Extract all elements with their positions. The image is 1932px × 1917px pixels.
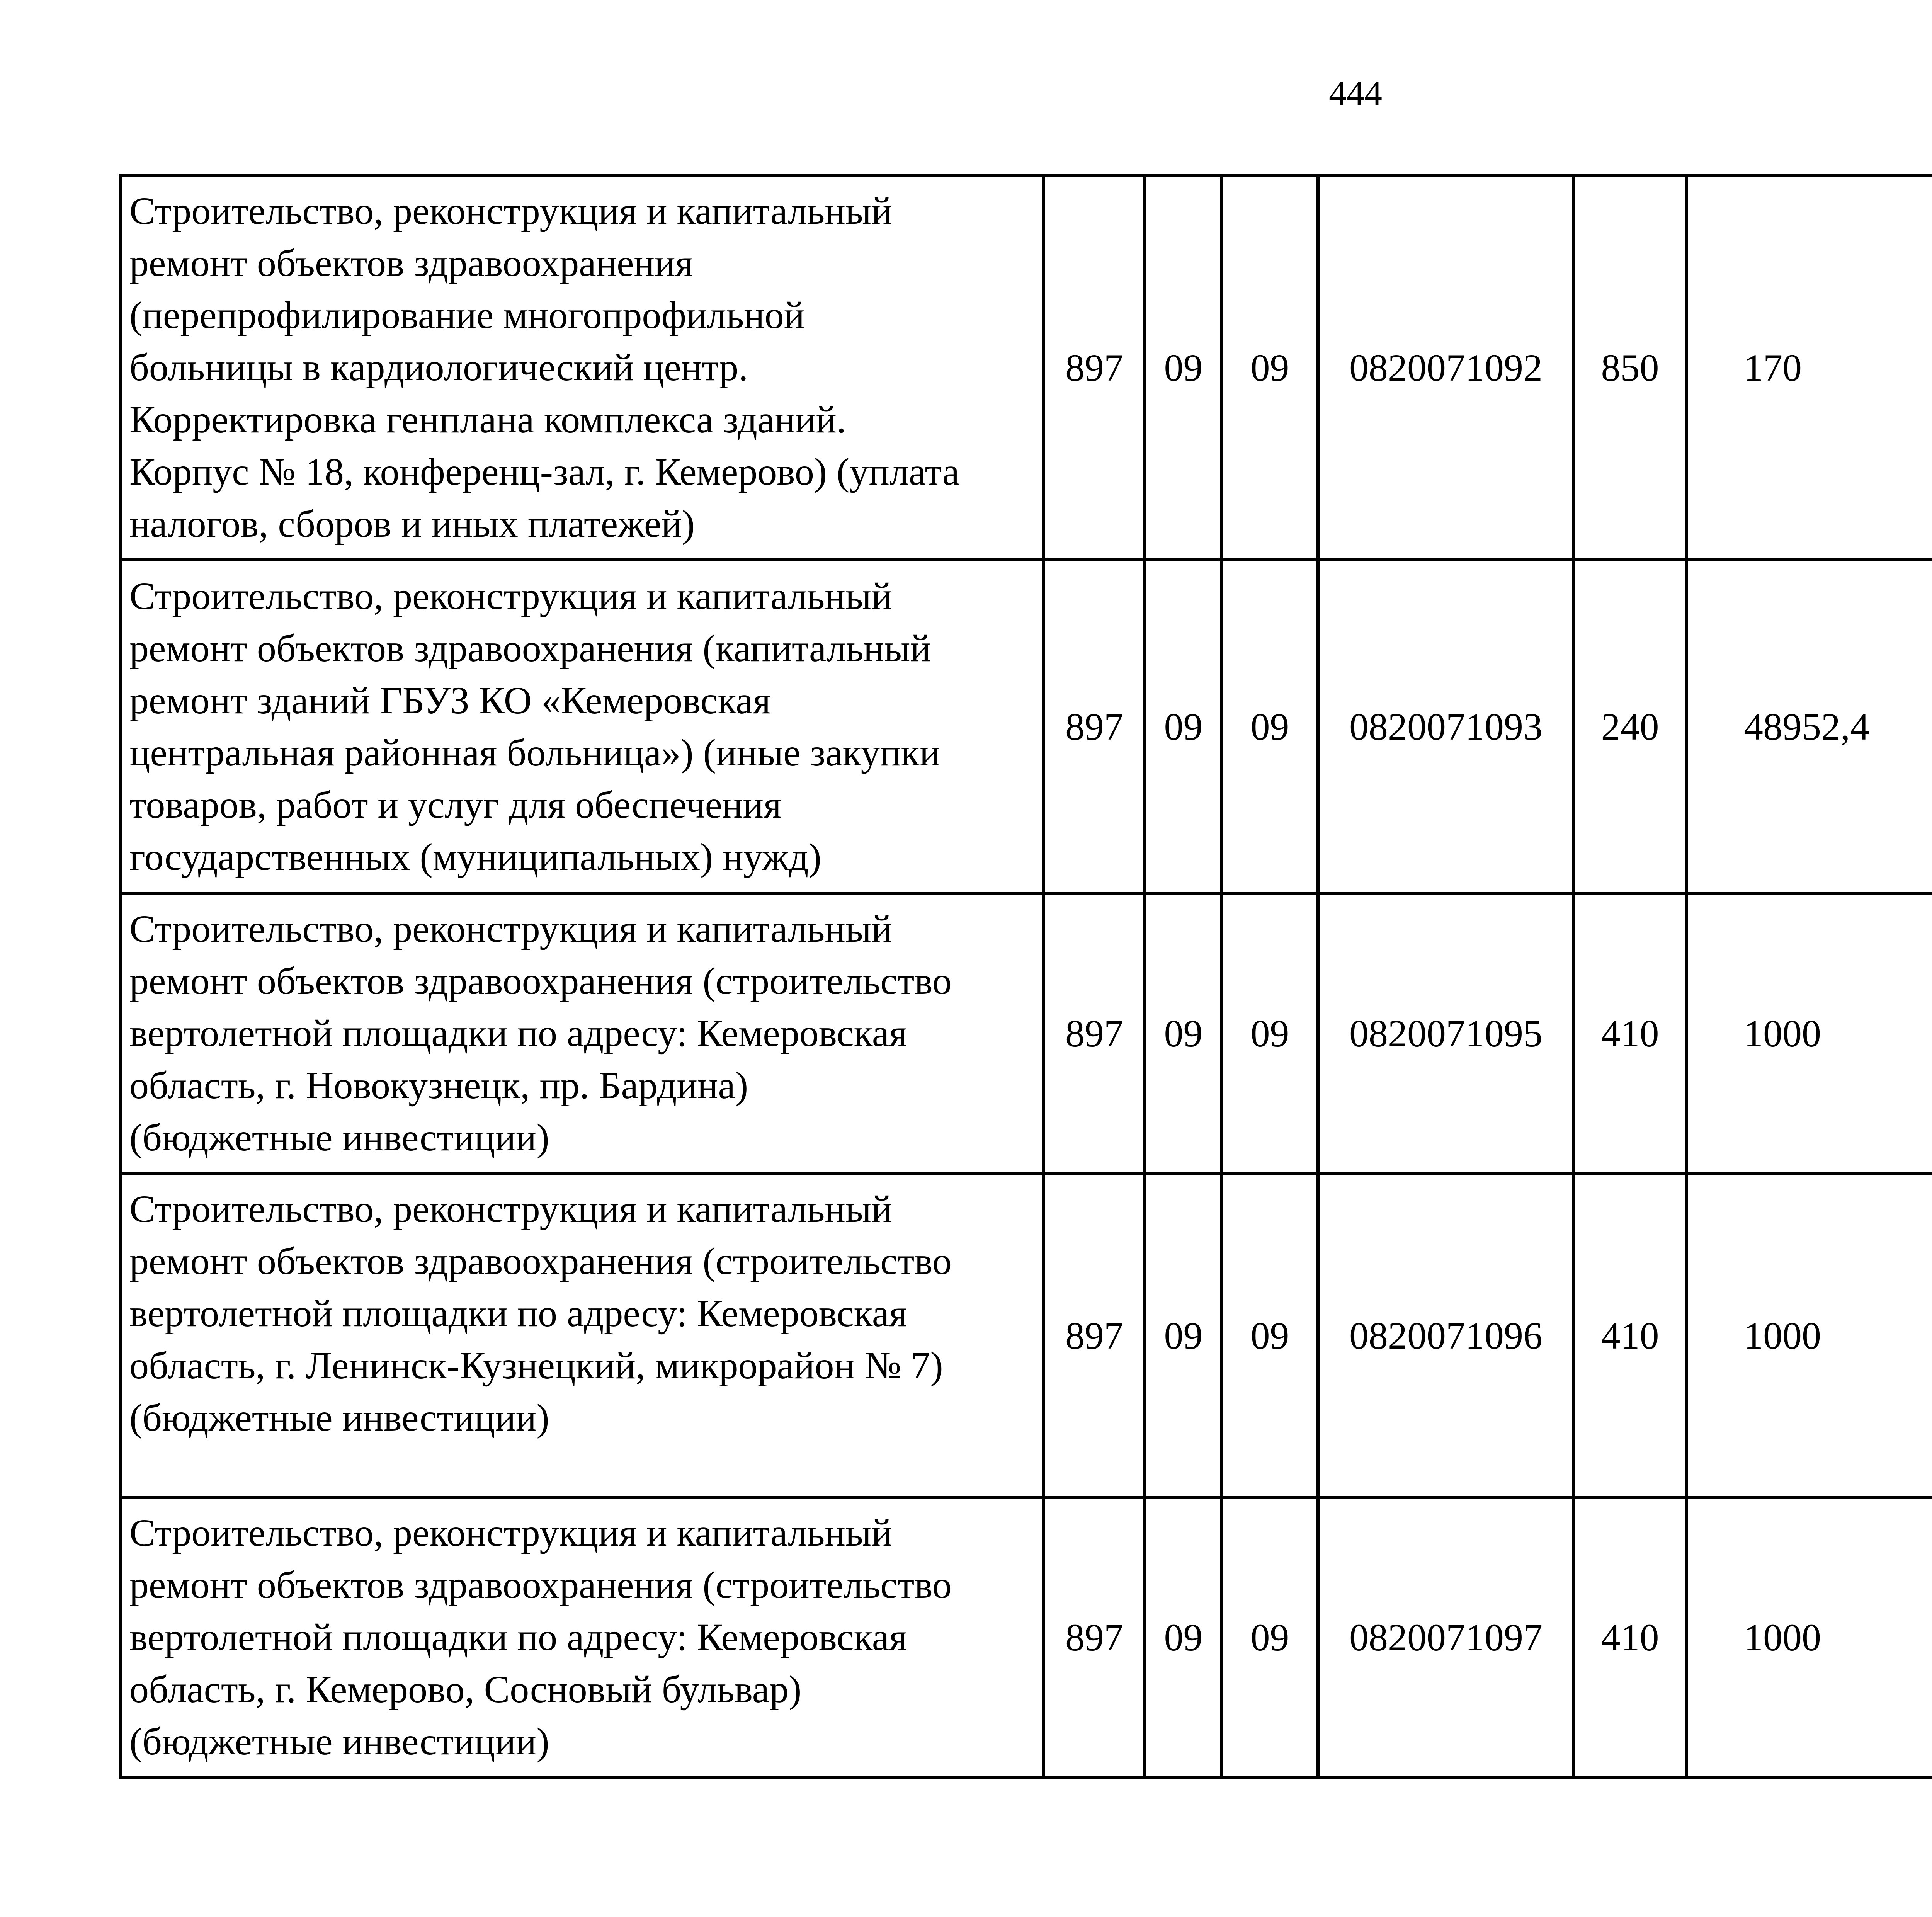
item-name-line: Строительство, реконструкция и капитальный [129, 1187, 892, 1230]
expense-type-cell: 850 [1574, 175, 1686, 560]
ministry-code-cell: 897 [1044, 1497, 1145, 1778]
item-name-line: область, г. Ленинск-Кузнецкий, микрорайон № 7) [129, 1344, 943, 1387]
item-name-line: ремонт объектов здравоохранения (капитальный [129, 626, 931, 670]
page-number: 444 [1329, 73, 1382, 113]
item-name-line: область, г. Новокузнецк, пр. Бардина) [129, 1064, 748, 1107]
target-article-cell: 0820071092 [1318, 175, 1574, 560]
expense-type-cell: 240 [1574, 560, 1686, 893]
item-name-line: Строительство, реконструкция и капитальный [129, 1511, 892, 1554]
item-name-line: Строительство, реконструкция и капитальный [129, 907, 892, 950]
section-code-cell: 09 [1145, 1174, 1222, 1497]
item-name-line: (бюджетные инвестиции) [129, 1396, 549, 1439]
section-code-cell: 09 [1145, 175, 1222, 560]
item-name-line: (бюджетные инвестиции) [129, 1116, 549, 1159]
item-name-line: налогов, сборов и иных платежей) [129, 502, 695, 545]
item-name-line: товаров, работ и услуг для обеспечения [129, 783, 782, 826]
item-name-cell [121, 1174, 1044, 1497]
section-code-cell: 09 [1145, 1497, 1222, 1778]
target-article-cell: 0820071096 [1318, 1174, 1574, 1497]
item-name-line: больницы в кардиологический центр. [129, 346, 748, 389]
item-name-cell [121, 560, 1044, 893]
item-name-line: Корректировка генплана комплекса зданий. [129, 398, 846, 441]
item-name-cell [121, 175, 1044, 560]
expense-type-cell: 410 [1574, 1497, 1686, 1778]
item-name-line: (перепрофилирование многопрофильной [129, 294, 805, 337]
expense-type-cell: 410 [1574, 893, 1686, 1174]
section-code-cell: 09 [1145, 560, 1222, 893]
item-name-line: Строительство, реконструкция и капитальный [129, 574, 892, 617]
item-name-line: ремонт объектов здравоохранения [129, 242, 693, 284]
table-row [121, 1497, 1932, 1778]
item-name-cell [121, 893, 1044, 1174]
section-code-cell: 09 [1145, 893, 1222, 1174]
subsection-code-cell: 09 [1222, 1497, 1318, 1778]
item-name-line: ремонт объектов здравоохранения (строительство [129, 1563, 952, 1606]
budget-table [119, 174, 1932, 1779]
target-article-cell: 0820071093 [1318, 560, 1574, 893]
ministry-code-cell: 897 [1044, 175, 1145, 560]
table-row [121, 175, 1932, 560]
item-name-line: Строительство, реконструкция и капитальный [129, 189, 892, 232]
item-name-line: ремонт объектов здравоохранения (строительство [129, 1240, 952, 1283]
item-name-line: область, г. Кемерово, Сосновый бульвар) [129, 1668, 802, 1711]
target-article-cell: 0820071097 [1318, 1497, 1574, 1778]
item-name-line: ремонт зданий ГБУЗ КО «Кемеровская [129, 679, 771, 722]
subsection-code-cell: 09 [1222, 175, 1318, 560]
table-row [121, 1174, 1932, 1497]
subsection-code-cell: 09 [1222, 893, 1318, 1174]
subsection-code-cell: 09 [1222, 560, 1318, 893]
table-row [121, 893, 1932, 1174]
ministry-code-cell: 897 [1044, 1174, 1145, 1497]
item-name-line: вертолетной площадки по адресу: Кемеровская [129, 1292, 907, 1335]
item-name-line: вертолетной площадки по адресу: Кемеровская [129, 1012, 907, 1055]
ministry-code-cell: 897 [1044, 893, 1145, 1174]
table-row [121, 560, 1932, 893]
amount-1-cell: 48952,4 [1686, 560, 1932, 893]
item-name-line: центральная районная больница») (иные закупки [129, 731, 940, 774]
item-name-line: вертолетной площадки по адресу: Кемеровская [129, 1616, 907, 1658]
item-name-cell [121, 1497, 1044, 1778]
amount-1-cell: 1000 [1686, 1174, 1932, 1497]
subsection-code-cell: 09 [1222, 1174, 1318, 1497]
ministry-code-cell: 897 [1044, 560, 1145, 893]
item-name-line: государственных (муниципальных) нужд) [129, 835, 821, 878]
item-name-line: Корпус № 18, конференц-зал, г. Кемерово) (уплата [129, 450, 959, 493]
amount-1-cell: 1000 [1686, 1497, 1932, 1778]
item-name-line: ремонт объектов здравоохранения (строительство [129, 959, 952, 1002]
target-article-cell: 0820071095 [1318, 893, 1574, 1174]
expense-type-cell: 410 [1574, 1174, 1686, 1497]
amount-1-cell: 170 [1686, 175, 1932, 560]
amount-1-cell: 1000 [1686, 893, 1932, 1174]
item-name-line: (бюджетные инвестиции) [129, 1720, 549, 1763]
